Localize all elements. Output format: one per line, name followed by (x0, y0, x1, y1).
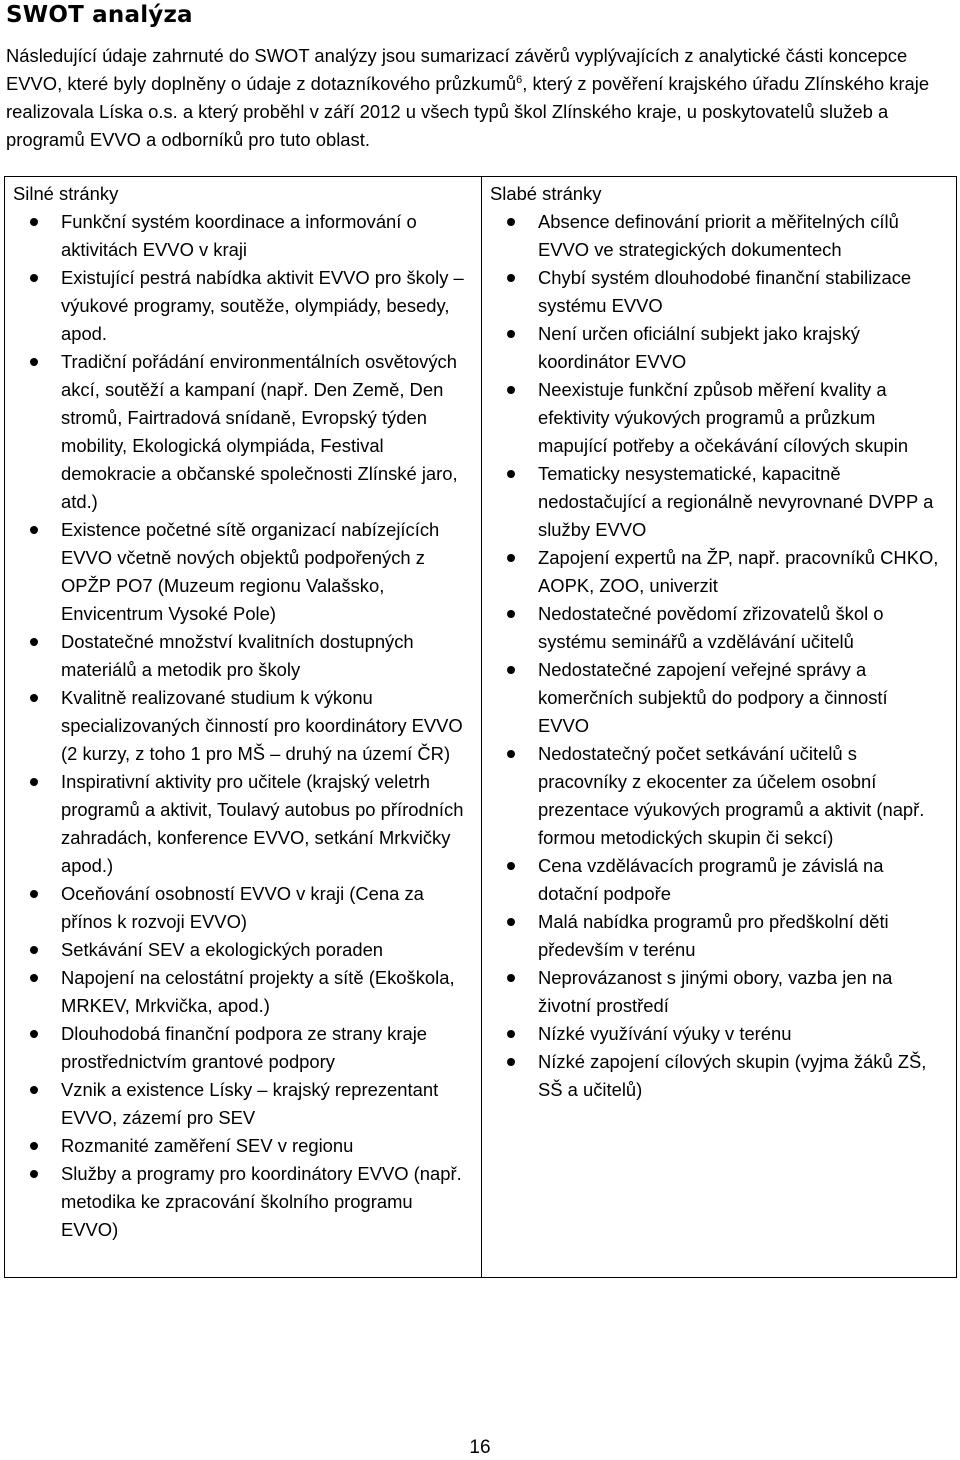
bullet-icon (507, 554, 515, 562)
weaknesses-item (490, 964, 956, 1020)
weaknesses-item (490, 908, 956, 964)
bullet-icon (507, 470, 515, 478)
strengths-item (13, 348, 481, 516)
weaknesses-item-text: Neprovázanost s jinými obory, vazba jen na životní prostředí (538, 967, 893, 1016)
strengths-item-text: Služby a programy pro koordinátory EVVO (např. metodika ke zpracování školního programu EVVO) (61, 1163, 462, 1240)
weaknesses-item (490, 1020, 956, 1048)
weaknesses-item (490, 656, 956, 740)
weaknesses-item (490, 320, 956, 376)
strengths-item-text: Tradiční pořádání environmentálních osvětových akcí, soutěží a kampaní (např. Den Země, Den stromů, Fairtradová snídaně, Evropský týden mobility, Ekologická olympiáda, Festival demokracie a občanské společnosti Zlínské jaro, atd.) (61, 351, 458, 512)
bullet-icon (30, 638, 38, 646)
weaknesses-item (490, 376, 956, 460)
intro-paragraph (6, 42, 956, 154)
weaknesses-item-text: Cena vzdělávacích programů je závislá na dotační podpoře (538, 855, 884, 904)
strengths-title: Silné stránky (13, 183, 119, 204)
bullet-icon (30, 358, 38, 366)
strengths-item (13, 964, 481, 1020)
strengths-list (13, 208, 481, 1244)
strengths-item (13, 1020, 481, 1076)
bullet-icon (507, 386, 515, 394)
bullet-icon (30, 274, 38, 282)
strengths-item (13, 1132, 481, 1160)
bullet-icon (507, 918, 515, 926)
weaknesses-column (482, 177, 956, 1277)
strengths-item-text: Vznik a existence Lísky – krajský reprezentant EVVO, zázemí pro SEV (61, 1079, 439, 1128)
weaknesses-item (490, 544, 956, 600)
intro-text-before-note: Následující údaje zahrnuté do SWOT analýzy jsou sumarizací závěrů vyplývajících z analytické části koncepce EVVO, které byly doplněny o údaje z dotazníkového průzkumů (6, 45, 908, 94)
strengths-item (13, 880, 481, 936)
weaknesses-item-text: Není určen oficiální subjekt jako krajský koordinátor EVVO (538, 323, 860, 372)
intro-text-after-note: , který z pověření krajského úřadu Zlínského kraje realizovala Líska o.s. a který proběhl v září 2012 u všech typů škol Zlínského kraje, u poskytovatelů služeb a programů EVVO a odborníků pro tuto oblast. (6, 73, 930, 150)
weaknesses-item-text: Neexistuje funkční způsob měření kvality a efektivity výukových programů a průzkum mapující potřeby a očekávání cílových skupin (538, 379, 909, 456)
bullet-icon (30, 1170, 38, 1178)
strengths-item-text: Setkávání SEV a ekologických poraden (61, 939, 384, 960)
strengths-item-text: Funkční systém koordinace a informování o aktivitách EVVO v kraji (61, 211, 417, 260)
bullet-icon (507, 974, 515, 982)
strengths-item (13, 684, 481, 768)
bullet-icon (30, 1030, 38, 1038)
bullet-icon (30, 946, 38, 954)
strengths-item-text: Inspirativní aktivity pro učitele (krajský veletrh programů a aktivit, Toulavý autobus po přírodních zahradách, konference EVVO, setkání Mrkvičky apod.) (61, 771, 464, 876)
bullet-icon (507, 750, 515, 758)
weaknesses-item (490, 852, 956, 908)
strengths-item (13, 628, 481, 684)
bullet-icon (507, 274, 515, 282)
weaknesses-item-text: Nedostatečné povědomí zřizovatelů škol o systému seminářů a vzdělávání učitelů (538, 603, 884, 652)
strengths-item-text: Dlouhodobá finanční podpora ze strany kraje prostřednictvím grantové podpory (61, 1023, 428, 1072)
weaknesses-title: Slabé stránky (490, 183, 602, 204)
bullet-icon (30, 218, 38, 226)
strengths-item-text: Kvalitně realizované studium k výkonu specializovaných činností pro koordinátory EVVO (2 kurzy, z toho 1 pro MŠ – druhý na území ČR) (61, 687, 463, 764)
weaknesses-item-text: Chybí systém dlouhodobé finanční stabilizace systému EVVO (538, 267, 912, 316)
strengths-item-text: Oceňování osobností EVVO v kraji (Cena za přínos k rozvoji EVVO) (61, 883, 424, 932)
strengths-item-text: Dostatečné množství kvalitních dostupných materiálů a metodik pro školy (61, 631, 414, 680)
page-heading: SWOT analýza (6, 2, 193, 28)
bullet-icon (30, 1086, 38, 1094)
strengths-item-text: Rozmanité zaměření SEV v regionu (61, 1135, 354, 1156)
strengths-item (13, 208, 481, 264)
weaknesses-item-text: Malá nabídka programů pro předškolní děti především v terénu (538, 911, 889, 960)
weaknesses-item (490, 264, 956, 320)
weaknesses-item (490, 460, 956, 544)
bullet-icon (507, 1058, 515, 1066)
strengths-item-text: Existující pestrá nabídka aktivit EVVO pro školy – výukové programy, soutěže, olympiády, besedy, apod. (61, 267, 464, 344)
swot-table (4, 176, 957, 1278)
bullet-icon (507, 610, 515, 618)
bullet-icon (30, 526, 38, 534)
bullet-icon (30, 694, 38, 702)
weaknesses-list (490, 208, 956, 1104)
footnote-marker: 6 (516, 73, 523, 86)
weaknesses-item-text: Tematicky nesystematické, kapacitně nedostačující a regionálně nevyrovnané DVPP a služby EVVO (538, 463, 934, 540)
strengths-item (13, 768, 481, 880)
weaknesses-item (490, 208, 956, 264)
weaknesses-item-text: Nedostatečný počet setkávání učitelů s pracovníky z ekocenter za účelem osobní prezentace výukových programů a aktivit (např. formou metodických skupin či sekcí) (538, 743, 925, 848)
weaknesses-item-text: Nízké zapojení cílových skupin (vyjma žáků ZŠ, SŠ a učitelů) (538, 1051, 927, 1100)
strengths-item (13, 936, 481, 964)
weaknesses-item-text: Zapojení expertů na ŽP, např. pracovníků CHKO, AOPK, ZOO, univerzit (538, 547, 939, 596)
bullet-icon (30, 778, 38, 786)
strengths-item (13, 1160, 481, 1244)
weaknesses-item-text: Absence definování priorit a měřitelných cílů EVVO ve strategických dokumentech (538, 211, 899, 260)
bullet-icon (30, 890, 38, 898)
strengths-column (5, 177, 482, 1277)
bullet-icon (30, 974, 38, 982)
weaknesses-item-text: Nízké využívání výuky v terénu (538, 1023, 792, 1044)
strengths-item (13, 264, 481, 348)
bullet-icon (507, 862, 515, 870)
bullet-icon (507, 218, 515, 226)
weaknesses-item (490, 600, 956, 656)
bullet-icon (507, 666, 515, 674)
weaknesses-item (490, 1048, 956, 1104)
bullet-icon (507, 1030, 515, 1038)
page-number: 16 (469, 1437, 491, 1458)
bullet-icon (30, 1142, 38, 1150)
bullet-icon (507, 330, 515, 338)
strengths-item (13, 1076, 481, 1132)
weaknesses-item (490, 740, 956, 852)
weaknesses-item-text: Nedostatečné zapojení veřejné správy a komerčních subjektů do podpory a činností EVVO (538, 659, 888, 736)
strengths-item-text: Napojení na celostátní projekty a sítě (Ekoškola, MRKEV, Mrkvička, apod.) (61, 967, 455, 1016)
strengths-item (13, 516, 481, 628)
strengths-item-text: Existence početné sítě organizací nabízejících EVVO včetně nových objektů podpořených z OPŽP PO7 (Muzeum regionu Valašsko, Envicentrum Vysoké Pole) (61, 519, 440, 624)
